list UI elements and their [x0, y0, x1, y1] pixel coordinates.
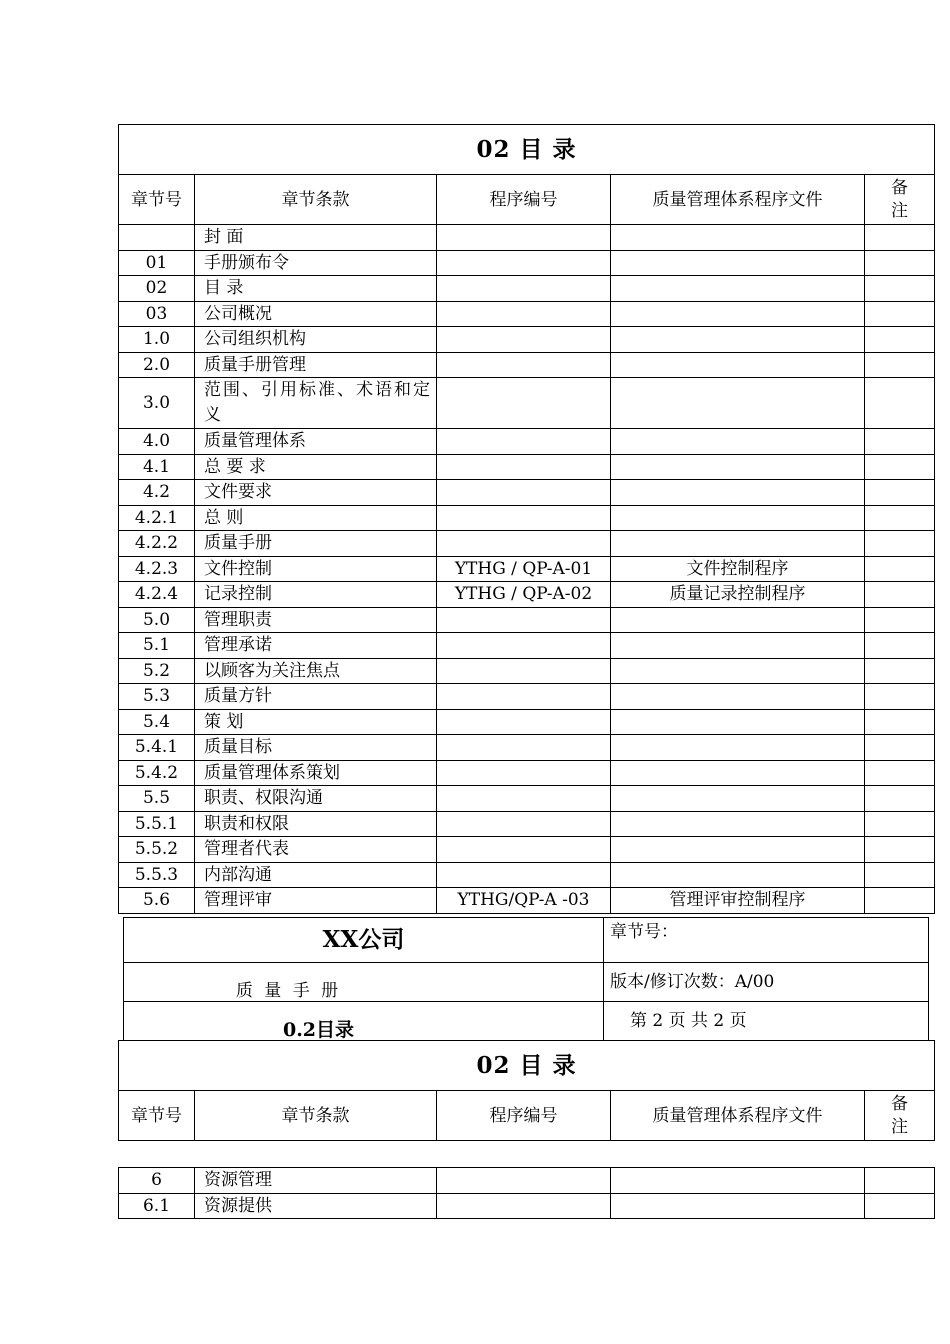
chapter-no-cell: [119, 225, 195, 251]
procedure-code-cell: [437, 454, 611, 480]
header-remarks-2: 备注: [865, 1091, 935, 1141]
table-row: [119, 531, 935, 557]
table-row: [119, 505, 935, 531]
qms-document-cell: [611, 786, 865, 812]
header-remarks: 备注: [865, 175, 935, 225]
chapter-no-cell: 5.0: [119, 607, 195, 633]
table-row: [119, 684, 935, 710]
remarks-cell: [865, 888, 935, 914]
chapter-item-cell: 质量手册管理: [195, 352, 437, 378]
chapter-no-cell: 1.0: [119, 327, 195, 353]
chapter-no-cell: 5.1: [119, 633, 195, 659]
chapter-item-cell: 文件控制: [195, 556, 437, 582]
table-row: [119, 633, 935, 659]
chapter-no-cell: 5.4: [119, 709, 195, 735]
table-row: [119, 837, 935, 863]
header-qms-document: 质量管理体系程序文件: [611, 175, 865, 225]
procedure-code-cell: YTHG/QP-A -03: [437, 888, 611, 914]
chapter-no-cell: 5.4.2: [119, 760, 195, 786]
qms-document-cell: [611, 684, 865, 710]
chapter-no-cell: 5.2: [119, 658, 195, 684]
qms-document-cell: [611, 633, 865, 659]
remarks-cell: [865, 811, 935, 837]
procedure-code-cell: [437, 301, 611, 327]
chapter-no-cell: 6.1: [119, 1193, 195, 1219]
table-row: [119, 658, 935, 684]
procedure-code-cell: [437, 658, 611, 684]
chapter-item-cell: 总 则: [195, 505, 437, 531]
remarks-cell: [865, 684, 935, 710]
qms-document-cell: 质量记录控制程序: [611, 582, 865, 608]
chapter-no-cell: 2.0: [119, 352, 195, 378]
chapter-item-cell: 质量管理体系策划: [195, 760, 437, 786]
remarks-cell: [865, 1168, 935, 1194]
table-row: [119, 480, 935, 506]
procedure-code-cell: [437, 1193, 611, 1219]
procedure-code-cell: [437, 735, 611, 761]
table-row: [119, 301, 935, 327]
chapter-item-cell: 目 录: [195, 276, 437, 302]
chapter-item-cell: 封 面: [195, 225, 437, 251]
table-row: [119, 327, 935, 353]
table-row: [119, 786, 935, 812]
toc-body-continued: [119, 1168, 935, 1219]
remarks-cell: [865, 429, 935, 455]
qms-document-cell: [611, 352, 865, 378]
table-row: [119, 811, 935, 837]
table-row: [119, 352, 935, 378]
section-name: 0.2目录: [124, 1002, 604, 1041]
remarks-cell: [865, 276, 935, 302]
procedure-code-cell: [437, 760, 611, 786]
qms-document-cell: [611, 276, 865, 302]
procedure-code-cell: [437, 811, 611, 837]
remarks-cell: [865, 505, 935, 531]
remarks-cell: [865, 1193, 935, 1219]
table-row: [119, 709, 935, 735]
qms-document-cell: [611, 709, 865, 735]
header-qms-document-2: 质量管理体系程序文件: [611, 1091, 865, 1141]
chapter-item-cell: 内部沟通: [195, 862, 437, 888]
qms-document-cell: [611, 837, 865, 863]
header-chapter-item-2: 章节条款: [195, 1091, 437, 1141]
chapter-no-cell: 4.2: [119, 480, 195, 506]
chapter-item-cell: 管理职责: [195, 607, 437, 633]
chapter-item-cell: 记录控制: [195, 582, 437, 608]
remarks-cell: [865, 454, 935, 480]
qms-document-cell: [611, 735, 865, 761]
table-row: [119, 250, 935, 276]
procedure-code-cell: [437, 1168, 611, 1194]
table-row: [119, 429, 935, 455]
chapter-no-cell: 5.5.2: [119, 837, 195, 863]
company-name: XX公司: [124, 918, 604, 963]
procedure-code-cell: [437, 709, 611, 735]
chapter-item-cell: 范围、引用标准、术语和定义: [195, 378, 437, 429]
chapter-item-cell: 质量目标: [195, 735, 437, 761]
remarks-cell: [865, 480, 935, 506]
chapter-item-cell: 公司概况: [195, 301, 437, 327]
remarks-cell: [865, 862, 935, 888]
chapter-no-cell: 03: [119, 301, 195, 327]
remarks-cell: [865, 658, 935, 684]
chapter-no-cell: 4.2.4: [119, 582, 195, 608]
qms-document-cell: [611, 301, 865, 327]
qms-document-cell: [611, 607, 865, 633]
procedure-code-cell: [437, 862, 611, 888]
procedure-code-cell: [437, 786, 611, 812]
chapter-item-cell: 职责和权限: [195, 811, 437, 837]
qms-document-cell: [611, 480, 865, 506]
procedure-code-cell: [437, 378, 611, 429]
qms-document-cell: [611, 760, 865, 786]
chapter-label: 章节号：: [604, 918, 929, 963]
remarks-cell: [865, 378, 935, 429]
header-chapter-no-2: 章节号: [119, 1091, 195, 1141]
remarks-cell: [865, 735, 935, 761]
procedure-code-cell: [437, 505, 611, 531]
chapter-item-cell: 以顾客为关注焦点: [195, 658, 437, 684]
procedure-code-cell: [437, 352, 611, 378]
chapter-no-cell: 4.2.1: [119, 505, 195, 531]
header-procedure-code: 程序编号: [437, 175, 611, 225]
procedure-code-cell: [437, 633, 611, 659]
toc-table-continued-header: [118, 1040, 935, 1141]
remarks-cell: [865, 633, 935, 659]
procedure-code-cell: [437, 225, 611, 251]
procedure-code-cell: [437, 531, 611, 557]
toc-body: [119, 225, 935, 914]
chapter-item-cell: 文件要求: [195, 480, 437, 506]
remarks-cell: [865, 301, 935, 327]
remarks-cell: [865, 250, 935, 276]
qms-document-cell: [611, 250, 865, 276]
chapter-item-cell: 总 要 求: [195, 454, 437, 480]
chapter-no-cell: 01: [119, 250, 195, 276]
chapter-no-cell: 6: [119, 1168, 195, 1194]
procedure-code-cell: [437, 837, 611, 863]
table-row: [119, 760, 935, 786]
remarks-cell: [865, 352, 935, 378]
page-footer: [123, 917, 929, 1041]
procedure-code-cell: [437, 684, 611, 710]
procedure-code-cell: [437, 429, 611, 455]
remarks-cell: [865, 327, 935, 353]
header-chapter-item: 章节条款: [195, 175, 437, 225]
remarks-cell: [865, 531, 935, 557]
chapter-no-cell: 4.2.2: [119, 531, 195, 557]
qms-document-cell: [611, 862, 865, 888]
chapter-no-cell: 4.1: [119, 454, 195, 480]
procedure-code-cell: [437, 607, 611, 633]
toc-title-2: 02 目 录: [119, 1041, 935, 1091]
chapter-item-cell: 资源提供: [195, 1193, 437, 1219]
table-row: [119, 888, 935, 914]
table-row: [119, 1193, 935, 1219]
chapter-item-cell: 公司组织机构: [195, 327, 437, 353]
version-label: 版本/修订次数：A/00: [604, 963, 929, 1002]
manual-title: 质 量 手 册: [124, 963, 604, 1002]
remarks-cell: [865, 760, 935, 786]
procedure-code-cell: [437, 327, 611, 353]
remarks-cell: [865, 786, 935, 812]
table-row: [119, 225, 935, 251]
toc-table: [118, 124, 935, 914]
table-row: [119, 276, 935, 302]
chapter-no-cell: 3.0: [119, 378, 195, 429]
chapter-item-cell: 资源管理: [195, 1168, 437, 1194]
chapter-no-cell: 4.0: [119, 429, 195, 455]
qms-document-cell: [611, 1168, 865, 1194]
table-row: [119, 556, 935, 582]
chapter-item-cell: 质量手册: [195, 531, 437, 557]
qms-document-cell: [611, 454, 865, 480]
qms-document-cell: [611, 811, 865, 837]
chapter-item-cell: 策 划: [195, 709, 437, 735]
chapter-no-cell: 5.5.1: [119, 811, 195, 837]
table-row: [119, 1168, 935, 1194]
chapter-item-cell: 手册颁布令: [195, 250, 437, 276]
remarks-cell: [865, 837, 935, 863]
qms-document-cell: [611, 429, 865, 455]
chapter-no-cell: 4.2.3: [119, 556, 195, 582]
qms-document-cell: [611, 327, 865, 353]
header-procedure-code-2: 程序编号: [437, 1091, 611, 1141]
table-row: [119, 862, 935, 888]
table-row: [119, 378, 935, 429]
procedure-code-cell: YTHG / QP-A-02: [437, 582, 611, 608]
qms-document-cell: 文件控制程序: [611, 556, 865, 582]
table-row: [119, 582, 935, 608]
table-row: [119, 454, 935, 480]
toc-title: 02 目 录: [119, 125, 935, 175]
chapter-no-cell: 5.5.3: [119, 862, 195, 888]
qms-document-cell: [611, 505, 865, 531]
chapter-item-cell: 质量方针: [195, 684, 437, 710]
procedure-code-cell: YTHG / QP-A-01: [437, 556, 611, 582]
table-row: [119, 607, 935, 633]
chapter-no-cell: 5.6: [119, 888, 195, 914]
chapter-item-cell: 管理者代表: [195, 837, 437, 863]
remarks-cell: [865, 709, 935, 735]
qms-document-cell: [611, 1193, 865, 1219]
chapter-item-cell: 管理评审: [195, 888, 437, 914]
remarks-cell: [865, 607, 935, 633]
procedure-code-cell: [437, 250, 611, 276]
remarks-cell: [865, 556, 935, 582]
header-chapter-no: 章节号: [119, 175, 195, 225]
procedure-code-cell: [437, 276, 611, 302]
qms-document-cell: [611, 225, 865, 251]
chapter-item-cell: 质量管理体系: [195, 429, 437, 455]
chapter-no-cell: 5.4.1: [119, 735, 195, 761]
chapter-item-cell: 职责、权限沟通: [195, 786, 437, 812]
chapter-item-cell: 管理承诺: [195, 633, 437, 659]
page-number: 第 2 页 共 2 页: [604, 1002, 929, 1041]
qms-document-cell: 管理评审控制程序: [611, 888, 865, 914]
chapter-no-cell: 5.5: [119, 786, 195, 812]
table-row: [119, 735, 935, 761]
remarks-cell: [865, 582, 935, 608]
chapter-no-cell: 02: [119, 276, 195, 302]
procedure-code-cell: [437, 480, 611, 506]
qms-document-cell: [611, 658, 865, 684]
remarks-cell: [865, 225, 935, 251]
qms-document-cell: [611, 378, 865, 429]
toc-table-continued: [118, 1167, 935, 1219]
chapter-no-cell: 5.3: [119, 684, 195, 710]
qms-document-cell: [611, 531, 865, 557]
